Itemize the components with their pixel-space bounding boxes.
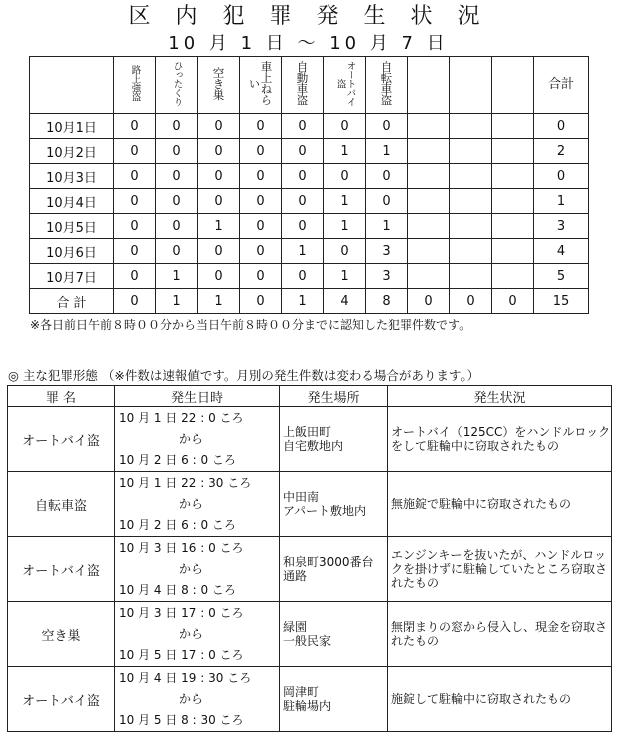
count-cell (450, 164, 492, 189)
cases-table (7, 385, 612, 732)
count-cell: 0 (114, 214, 156, 239)
header-status: 発生状況 (388, 386, 612, 407)
place-line2: 通路 (283, 569, 308, 583)
crime-name: オートバイ盗 (8, 407, 115, 472)
crime-name: オートバイ盗 (8, 537, 115, 602)
count-cell: 0 (198, 239, 240, 264)
count-cell (408, 164, 450, 189)
place-cell (280, 602, 388, 667)
status-cell: 施錠して駐輪中に窃取されたもの (388, 667, 612, 732)
count-cell: 0 (240, 189, 282, 214)
summary-header-row (30, 57, 589, 114)
count-cell: 0 (534, 164, 589, 189)
count-cell (450, 189, 492, 214)
count-cell: 0 (198, 264, 240, 289)
count-cell (408, 189, 450, 214)
crime-name: オートバイ盗 (8, 667, 115, 732)
count-cell (408, 214, 450, 239)
count-cell: 1 (534, 189, 589, 214)
place-line1: 緑園 (283, 620, 308, 634)
table-row (30, 189, 589, 214)
column-header (492, 57, 534, 114)
table-row (30, 114, 589, 139)
datetime-from: 10 月 3 日 16 : 0 ころ (119, 540, 244, 555)
table-row (30, 139, 589, 164)
count-cell: 0 (156, 164, 198, 189)
count-cell (450, 214, 492, 239)
count-cell: 0 (366, 114, 408, 139)
place-line1: 岡津町 (283, 685, 320, 699)
case-row (8, 407, 612, 472)
count-cell: 0 (198, 164, 240, 189)
count-cell: 0 (114, 239, 156, 264)
count-cell (408, 264, 450, 289)
datetime-cell (115, 407, 280, 472)
count-cell: 1 (324, 189, 366, 214)
count-cell: 0 (156, 114, 198, 139)
count-cell (450, 239, 492, 264)
total-cell: 4 (324, 289, 366, 314)
place-cell (280, 407, 388, 472)
table-row (30, 214, 589, 239)
datetime-cell (115, 667, 280, 732)
total-label: 合 計 (30, 289, 114, 314)
summary-footnote: ※各日前日午前８時００分から当日午前８時００分までに認知した犯罪件数です。 (30, 318, 472, 332)
place-line2: アパート敷地内 (283, 504, 367, 518)
place-line1: 上飯田町 (283, 425, 332, 439)
count-cell (450, 264, 492, 289)
count-cell: 0 (156, 189, 198, 214)
place-line2: 自宅敷地内 (283, 439, 344, 453)
header-place: 発生場所 (280, 386, 388, 407)
datetime-cell (115, 602, 280, 667)
column-header-label: 自転車盗 (379, 61, 394, 105)
row-date: 10月7日 (30, 264, 114, 289)
datetime-from: 10 月 3 日 17 : 0 ころ (119, 605, 244, 620)
count-cell: 0 (240, 264, 282, 289)
total-cell: 0 (240, 289, 282, 314)
datetime-kara: から (179, 626, 204, 641)
header-datetime: 発生日時 (115, 386, 280, 407)
column-header (198, 57, 240, 114)
datetime-to: 10 月 5 日 8 : 30 ころ (119, 712, 244, 727)
total-cell: 0 (492, 289, 534, 314)
count-cell (492, 239, 534, 264)
count-cell: 0 (282, 214, 324, 239)
count-cell: 0 (198, 114, 240, 139)
count-cell: 0 (240, 114, 282, 139)
total-cell: 0 (408, 289, 450, 314)
column-header-label: 合計 (547, 77, 574, 92)
crime-name: 自転車盗 (8, 472, 115, 537)
count-cell: 0 (282, 189, 324, 214)
header-blank (30, 57, 114, 114)
cases-header-row (8, 386, 612, 407)
count-cell: 1 (324, 139, 366, 164)
count-cell: 0 (114, 114, 156, 139)
count-cell: 0 (240, 139, 282, 164)
datetime-cell (115, 537, 280, 602)
place-cell (280, 472, 388, 537)
total-row (30, 289, 589, 314)
table-row (30, 264, 589, 289)
count-cell: 0 (282, 114, 324, 139)
datetime-kara: から (179, 691, 204, 706)
crime-summary-table (29, 56, 589, 314)
table-row (30, 239, 589, 264)
count-cell: 0 (366, 164, 408, 189)
cases-heading: ◎ 主な犯罪形態 （※件数は速報値です。月別の発生件数は変わる場合があります。） (8, 368, 480, 383)
count-cell: 3 (534, 214, 589, 239)
row-date: 10月1日 (30, 114, 114, 139)
datetime-to: 10 月 4 日 8 : 0 ころ (119, 582, 236, 597)
count-cell (408, 239, 450, 264)
count-cell: 1 (198, 214, 240, 239)
count-cell: 1 (324, 214, 366, 239)
total-cell: 1 (156, 289, 198, 314)
total-cell: 8 (366, 289, 408, 314)
column-header-label: 自動車盗 (295, 61, 310, 105)
count-cell: 0 (156, 214, 198, 239)
count-cell: 1 (156, 264, 198, 289)
count-cell: 2 (534, 139, 589, 164)
header-crime-name: 罪 名 (8, 386, 115, 407)
status-cell: エンジンキーを抜いたが、ハンドルロックを掛けずに駐輪していたところ窃取されたもの (388, 537, 612, 602)
count-cell (408, 114, 450, 139)
count-cell: 0 (240, 214, 282, 239)
period-subtitle: 10 月 1 日 〜 10 月 7 日 (168, 33, 449, 54)
column-header (450, 57, 492, 114)
page-title: 区 内 犯 罪 発 生 状 況 (128, 4, 489, 29)
count-cell: 0 (240, 239, 282, 264)
datetime-cell (115, 472, 280, 537)
count-cell: 1 (366, 214, 408, 239)
count-cell: 0 (282, 139, 324, 164)
datetime-to: 10 月 2 日 6 : 0 ころ (119, 517, 236, 532)
count-cell: 3 (366, 239, 408, 264)
column-header (534, 57, 589, 114)
count-cell: 0 (198, 139, 240, 164)
column-header (324, 57, 366, 114)
count-cell (492, 189, 534, 214)
row-date: 10月6日 (30, 239, 114, 264)
column-header-label: 車上ねらい (247, 61, 274, 105)
count-cell: 4 (534, 239, 589, 264)
datetime-from: 10 月 1 日 22 : 30 ころ (119, 475, 252, 490)
place-line1: 中田南 (283, 490, 320, 504)
datetime-kara: から (179, 561, 204, 576)
column-header (408, 57, 450, 114)
column-header (156, 57, 198, 114)
status-cell: オートバイ（125CC）をハンドルロックをして駐輪中に窃取されたもの (388, 407, 612, 472)
count-cell (450, 114, 492, 139)
count-cell: 1 (324, 264, 366, 289)
table-row (30, 164, 589, 189)
count-cell: 3 (366, 264, 408, 289)
count-cell: 0 (114, 139, 156, 164)
status-cell: 無閉まりの窓から侵入し、現金を窃取されたもの (388, 602, 612, 667)
datetime-kara: から (179, 496, 204, 511)
count-cell: 0 (366, 189, 408, 214)
case-row (8, 537, 612, 602)
total-cell: 1 (198, 289, 240, 314)
column-header (366, 57, 408, 114)
total-cell: 0 (114, 289, 156, 314)
status-cell: 無施錠で駐輪中に窃取されたもの (388, 472, 612, 537)
column-header-label: オートバイ盗 (334, 60, 356, 106)
place-cell (280, 667, 388, 732)
count-cell: 0 (240, 164, 282, 189)
count-cell: 0 (324, 164, 366, 189)
column-header (282, 57, 324, 114)
row-date: 10月4日 (30, 189, 114, 214)
count-cell: 0 (282, 164, 324, 189)
count-cell (492, 139, 534, 164)
count-cell (450, 139, 492, 164)
count-cell: 0 (324, 114, 366, 139)
column-header-label: ひったくり (171, 60, 183, 106)
count-cell: 0 (156, 139, 198, 164)
total-cell: 0 (450, 289, 492, 314)
column-header (240, 57, 282, 114)
total-cell: 1 (282, 289, 324, 314)
place-line2: 駐輪場内 (283, 699, 332, 713)
count-cell: 1 (282, 239, 324, 264)
column-header (114, 57, 156, 114)
count-cell: 0 (114, 189, 156, 214)
row-date: 10月5日 (30, 214, 114, 239)
datetime-to: 10 月 5 日 17 : 0 ころ (119, 647, 244, 662)
crime-name: 空き巣 (8, 602, 115, 667)
count-cell (492, 114, 534, 139)
count-cell (492, 164, 534, 189)
column-header-label: 路上強盗 (129, 65, 141, 101)
datetime-from: 10 月 4 日 19 : 30 ころ (119, 670, 252, 685)
count-cell: 0 (324, 239, 366, 264)
place-cell (280, 537, 388, 602)
case-row (8, 472, 612, 537)
case-row (8, 602, 612, 667)
count-cell: 0 (156, 239, 198, 264)
row-date: 10月3日 (30, 164, 114, 189)
count-cell: 0 (114, 264, 156, 289)
case-row (8, 667, 612, 732)
count-cell: 0 (198, 189, 240, 214)
datetime-to: 10 月 2 日 6 : 0 ころ (119, 452, 236, 467)
count-cell: 1 (366, 139, 408, 164)
total-cell: 15 (534, 289, 589, 314)
place-line2: 一般民家 (283, 634, 332, 648)
count-cell (492, 214, 534, 239)
count-cell: 0 (534, 114, 589, 139)
count-cell: 0 (114, 164, 156, 189)
count-cell (492, 264, 534, 289)
datetime-from: 10 月 1 日 22 : 0 ころ (119, 410, 244, 425)
datetime-kara: から (179, 431, 204, 446)
place-line1: 和泉町3000番台 (283, 555, 374, 569)
count-cell: 0 (282, 264, 324, 289)
column-header-label: 空き巣 (211, 66, 226, 100)
count-cell (408, 139, 450, 164)
count-cell: 5 (534, 264, 589, 289)
row-date: 10月2日 (30, 139, 114, 164)
